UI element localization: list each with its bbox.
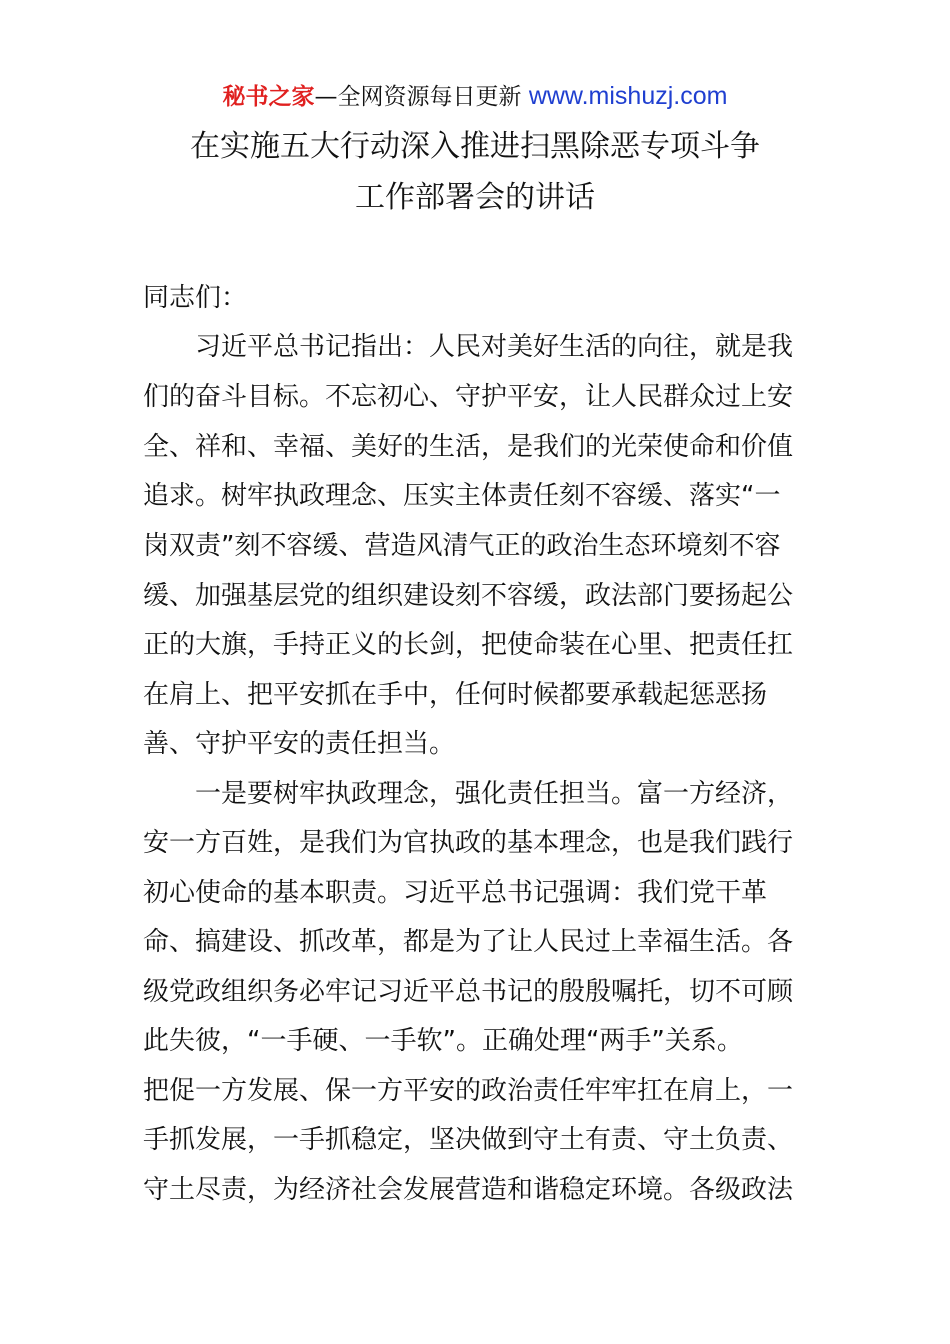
body-line: 命、搞建设、抓改革，都是为了让人民过上幸福生活。各 xyxy=(143,927,794,957)
salutation: 同志们： xyxy=(143,283,248,313)
site-url[interactable]: www.mishuzj.com xyxy=(528,82,728,110)
body-line: 正的大旗，手持正义的长剑，把使命装在心里、把责任扛 xyxy=(143,630,794,660)
body-line: 手抓发展，一手抓稳定，坚决做到守土有责、守土负责、 xyxy=(143,1125,794,1155)
body-line: 安一方百姓，是我们为官执政的基本理念，也是我们践行 xyxy=(143,828,794,858)
body-line: 岗双责”刻不容缓、营造风清气正的政治生态环境刻不容 xyxy=(143,531,781,561)
body-line: 缓、加强基层党的组织建设刻不容缓，政法部门要扬起公 xyxy=(143,581,794,611)
body-line: 初心使命的基本职责。习近平总书记强调：我们党干革 xyxy=(143,878,768,908)
body-line: 此失彼，“一手硬、一手软”。正确处理“两手”关系。 xyxy=(143,1026,743,1056)
body-line: 善、守护平安的责任担当。 xyxy=(143,729,456,759)
body-line: 们的奋斗目标。不忘初心、守护平安，让人民群众过上安 xyxy=(143,382,794,412)
body-line: 守土尽责，为经济社会发展营造和谐稳定环境。各级政法 xyxy=(143,1175,794,1205)
body-line: 追求。树牢执政理念、压实主体责任刻不容缓、落实“一 xyxy=(143,481,781,511)
header-tagline: —全网资源每日更新 xyxy=(314,84,529,110)
document-title-line-2: 工作部署会的讲话 xyxy=(355,180,595,215)
body-line: 习近平总书记指出：人民对美好生活的向往，就是我 xyxy=(195,332,794,362)
site-header xyxy=(0,80,950,113)
body-line: 在肩上、把平安抓在手中，任何时候都要承载起惩恶扬 xyxy=(143,680,768,710)
brand-name: 秘书之家 xyxy=(222,84,315,110)
body-line: 把促一方发展、保一方平安的政治责任牢牢扛在肩上，一 xyxy=(143,1076,794,1106)
body-line: 一是要树牢执政理念，强化责任担当。富一方经济， xyxy=(195,779,794,809)
body-line: 全、祥和、幸福、美好的生活，是我们的光荣使命和价值 xyxy=(143,432,794,462)
document-title-line-1: 在实施五大行动深入推进扫黑除恶专项斗争 xyxy=(190,129,760,164)
body-line: 级党政组织务必牢记习近平总书记的殷殷嘱托，切不可顾 xyxy=(143,977,794,1007)
